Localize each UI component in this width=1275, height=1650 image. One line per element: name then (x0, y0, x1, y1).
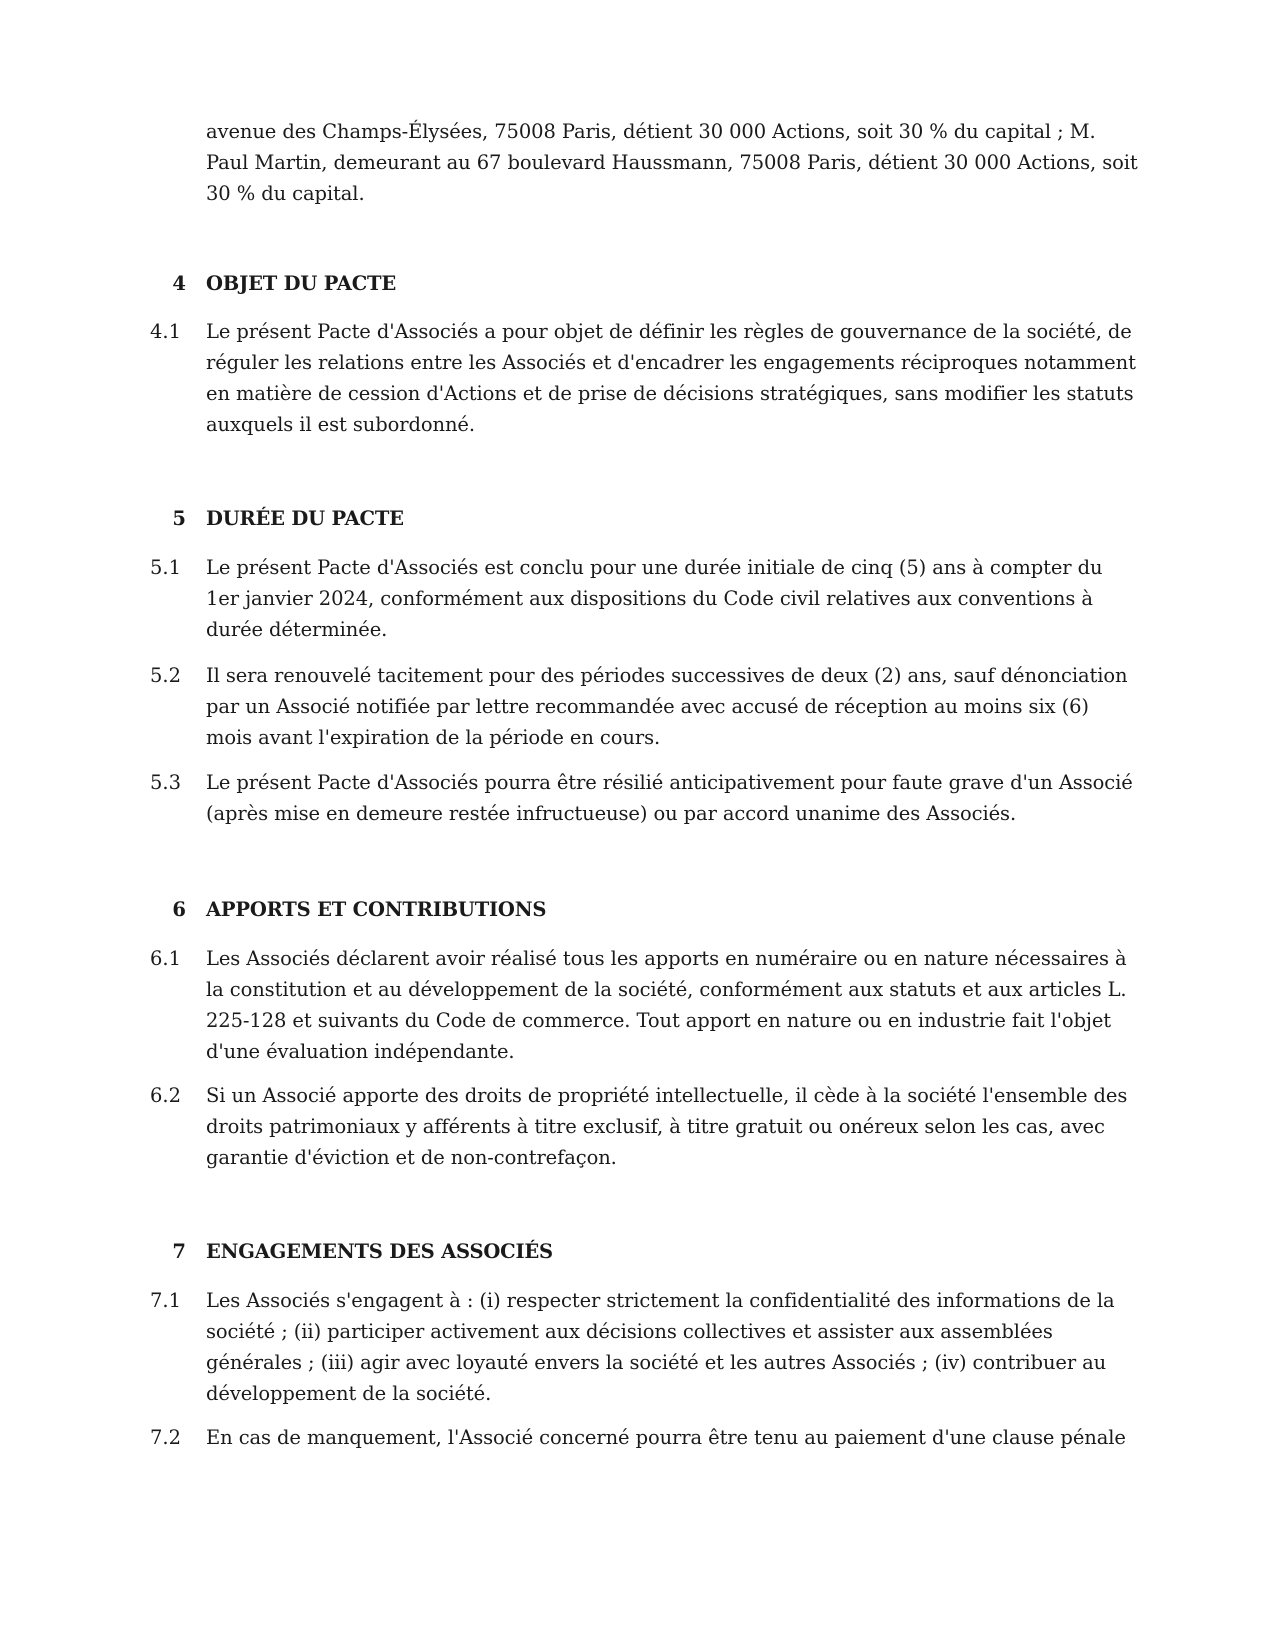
clause-number: 6.2 (150, 1084, 182, 1107)
section-heading-5 (0, 503, 1275, 534)
clause-number: 6.1 (150, 947, 182, 970)
clause-text: Il sera renouvelé tacitement pour des périodes successives de deux (2) ans, sauf dénonciation par un Associé notifiée par lettre recommandée avec accusé de réception au moins six (6) mois avant l'expiration de la période en cours. (206, 664, 1128, 749)
clause-text: En cas de manquement, l'Associé concerné pourra être tenu au paiement d'une clause pénale (206, 1426, 1126, 1449)
section-number: 5 (172, 507, 186, 530)
clause-number: 4.1 (150, 320, 182, 343)
section-heading-4 (0, 268, 1275, 299)
clause-number: 5.2 (150, 664, 182, 687)
clause-text: Le présent Pacte d'Associés est conclu pour une durée initiale de cinq (5) ans à compter du 1er janvier 2024, conformément aux dispositions du Code civil relatives aux conventions à durée déterminée. (206, 556, 1103, 641)
section-number: 7 (172, 1240, 186, 1263)
clause-text: Les Associés déclarent avoir réalisé tous les apports en numéraire ou en nature nécessaires à la constitution et au développement de la société, conformément aux statuts et aux articles L. 225-128 et suivants du Code de commerce. Tout apport en nature ou en industrie fait l'objet d'une évaluation indépendante. (206, 947, 1127, 1063)
clause-text: Le présent Pacte d'Associés a pour objet de définir les règles de gouvernance de la société, de réguler les relations entre les Associés et d'encadrer les engagements réciproques notamment en matière de cession d'Actions et de prise de décisions stratégiques, sans modifier les statuts auxquels il est subordonné. (206, 320, 1136, 436)
section-title: ENGAGEMENTS DES ASSOCIÉS (206, 1240, 553, 1263)
clause-number: 7.2 (150, 1426, 182, 1449)
section-number: 4 (172, 272, 186, 295)
clause-text: Si un Associé apporte des droits de propriété intellectuelle, il cède à la société l'ensemble des droits patrimoniaux y afférents à titre exclusif, à titre gratuit ou onéreux selon les cas, avec garantie d'éviction et de non-contrefaçon. (206, 1084, 1128, 1169)
clause-number: 5.1 (150, 556, 182, 579)
section-heading-7 (0, 1236, 1275, 1267)
section-heading-6 (0, 894, 1275, 925)
clause-number: 7.1 (150, 1289, 182, 1312)
clause-text: Les Associés s'engagent à : (i) respecter strictement la confidentialité des informations de la société ; (ii) participer activement aux décisions collectives et assister aux assemblées générales ; (iii) agir avec loyauté envers la société et les autres Associés ; (iv) contribuer au développement de la société. (206, 1289, 1115, 1405)
section-number: 6 (172, 898, 186, 921)
intro-paragraph: avenue des Champs-Élysées, 75008 Paris, détient 30 000 Actions, soit 30 % du capital ; M. Paul Martin, demeurant au 67 boulevard Haussmann, 75008 Paris, détient 30 000 Actions, soit 30 % du capital. (206, 120, 1138, 205)
section-title: DURÉE DU PACTE (206, 507, 404, 530)
section-title: OBJET DU PACTE (206, 272, 397, 295)
clause-text: Le présent Pacte d'Associés pourra être résilié anticipativement pour faute grave d'un Associé (après mise en demeure restée infructueuse) ou par accord unanime des Associés. (206, 771, 1133, 825)
clause-number: 5.3 (150, 771, 182, 794)
section-title: APPORTS ET CONTRIBUTIONS (206, 898, 547, 921)
